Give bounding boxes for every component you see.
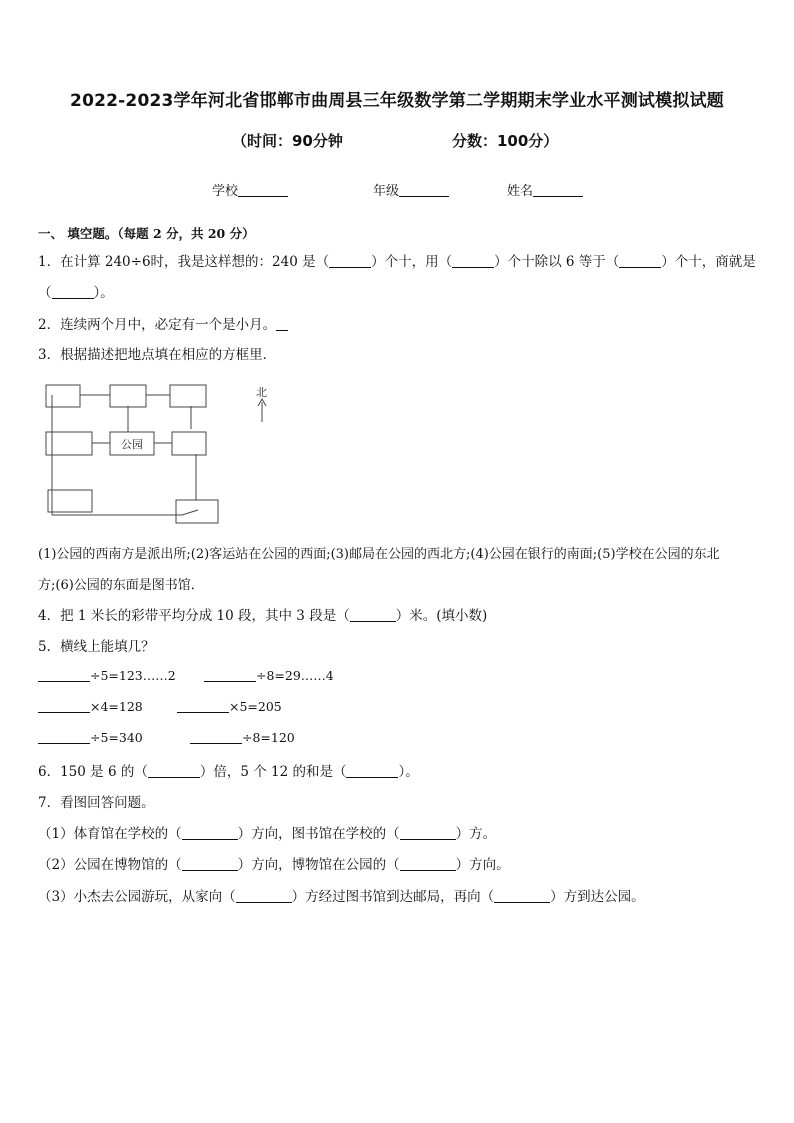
question-3: 3．根据描述把地点填在相应的方框里．: [38, 347, 277, 363]
q7-3-text-b: ）方经过图书馆到达邮局，再向（: [291, 889, 495, 905]
question-7-part-2: [38, 853, 510, 873]
question-7-part-3: [38, 885, 645, 905]
q7-2-blank-1[interactable]: [182, 856, 238, 871]
q5-item-2: [204, 667, 334, 683]
q1-blank-1[interactable]: [329, 253, 371, 268]
q1-blank-2[interactable]: [452, 253, 494, 268]
question-2: [38, 313, 288, 333]
q5-blank-4[interactable]: [177, 698, 229, 713]
q2-blank[interactable]: [276, 316, 288, 331]
map-box-nw[interactable]: [46, 385, 80, 407]
q1-text-f: ）。: [93, 285, 114, 301]
map-box-sw[interactable]: [48, 490, 92, 512]
map-box-e[interactable]: [172, 432, 206, 455]
q5-expr-4: ×5=205: [229, 699, 282, 714]
q7-3-text-a: （3）小杰去公园游玩，从家向（: [38, 889, 236, 905]
q7-1-blank-2[interactable]: [400, 825, 456, 840]
q5-blank-1[interactable]: [38, 667, 90, 682]
question-1-line2: [38, 281, 114, 301]
q6-text-a: 6．150 是 6 的（: [38, 764, 148, 780]
q1-text-c: ）个十除以 6 等于（: [494, 254, 620, 270]
q7-2-blank-2[interactable]: [400, 856, 456, 871]
q5-blank-5[interactable]: [38, 729, 90, 744]
map-box-n[interactable]: [110, 385, 146, 407]
q5-expr-3: ×4=128: [90, 699, 143, 714]
q7-1-text-c: ）方。: [455, 826, 497, 842]
q4-text-b: ）米。(填小数): [395, 608, 488, 624]
q6-blank-2[interactable]: [346, 763, 398, 778]
name-field[interactable]: [507, 180, 583, 199]
q7-1-blank-1[interactable]: [182, 825, 238, 840]
q7-2-text-c: ）方向。: [455, 857, 510, 873]
question-6: [38, 760, 419, 780]
q5-blank-6[interactable]: [190, 729, 242, 744]
exam-score: 分数：100分）: [452, 132, 559, 150]
q7-2-text-a: （2）公园在博物馆的（: [38, 857, 182, 873]
name-blank[interactable]: [533, 182, 583, 197]
grade-blank[interactable]: [399, 182, 449, 197]
q5-expr-2: ÷8=29……4: [256, 668, 334, 683]
school-blank[interactable]: [238, 182, 288, 197]
q5-item-4: [177, 698, 282, 714]
q5-expr-1: ÷5=123……2: [90, 668, 176, 683]
q6-text-b: ）倍，5 个 12 的和是（: [199, 764, 347, 780]
q7-3-text-c: ）方到达公园。: [550, 889, 645, 905]
map-north-label: 北: [256, 386, 267, 399]
q4-blank[interactable]: [350, 607, 396, 622]
question-7-part-1: [38, 822, 496, 842]
page-title: 2022-2023学年河北省邯郸市曲周县三年级数学第二学期期末学业水平测试模拟试题: [70, 91, 724, 111]
q5-blank-2[interactable]: [204, 667, 256, 682]
school-label: 学校: [212, 184, 239, 199]
question-3-desc1: (1)公园的西南方是派出所;(2)客运站在公园的西面;(3)邮局在公园的西北方;(4)公园在银行的南面;(5)学校在公园的东北: [38, 547, 720, 562]
grade-field[interactable]: [373, 180, 449, 199]
question-5: 5．横线上能填几？: [38, 639, 155, 655]
q5-expr-6: ÷8=120: [242, 730, 295, 745]
question-1-line1: [38, 250, 756, 270]
q7-1-text-a: （1）体育馆在学校的（: [38, 826, 182, 842]
map-diagram: [36, 380, 316, 530]
q4-text-a: 4．把 1 米长的彩带平均分成 10 段，其中 3 段是（: [38, 608, 350, 624]
q6-blank-1[interactable]: [148, 763, 200, 778]
q7-2-text-b: ）方向，博物馆在公园的（: [237, 857, 400, 873]
question-3-desc2: 方;(6)公园的东面是图书馆．: [38, 578, 204, 593]
q5-item-5: [38, 729, 143, 745]
exam-time: （时间：90分钟: [232, 132, 343, 150]
map-park-label: 公园: [121, 438, 143, 451]
q2-text: 2．连续两个月中，必定有一个是小月。: [38, 317, 277, 333]
q5-blank-3[interactable]: [38, 698, 90, 713]
section-heading: 一、 填空题。（每题 2 分，共 20 分）: [38, 226, 255, 241]
map-box-se[interactable]: [176, 500, 218, 523]
grade-label: 年级: [373, 184, 400, 199]
map-box-ne[interactable]: [170, 385, 206, 407]
q1-text-b: ）个十，用（: [371, 254, 453, 270]
q1-blank-3[interactable]: [619, 253, 661, 268]
q5-item-3: [38, 698, 143, 714]
q1-text-a: 1．在计算 240÷6时，我是这样想的：240 是（: [38, 254, 330, 270]
q1-blank-4[interactable]: [52, 284, 94, 299]
name-label: 姓名: [507, 184, 534, 199]
question-4: [38, 604, 487, 624]
question-7: 7．看图回答问题。: [38, 795, 155, 811]
q7-3-blank-2[interactable]: [494, 888, 550, 903]
school-field[interactable]: [212, 180, 288, 199]
q6-text-c: ）。: [398, 764, 419, 780]
q5-item-1: [38, 667, 176, 683]
q7-1-text-b: ）方向，图书馆在学校的（: [237, 826, 400, 842]
map-box-w[interactable]: [46, 432, 92, 455]
q1-text-d: ）个十，商就是: [661, 254, 756, 270]
q5-item-6: [190, 729, 295, 745]
q5-expr-5: ÷5=340: [90, 730, 143, 745]
q7-3-blank-1[interactable]: [236, 888, 292, 903]
q1-text-e: （: [38, 285, 52, 301]
